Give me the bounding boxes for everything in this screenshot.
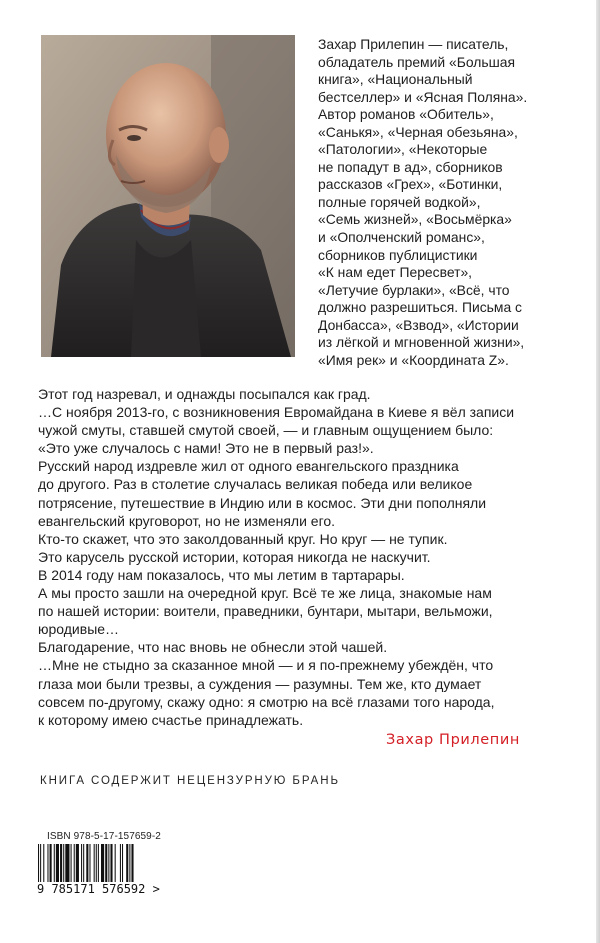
- text-line: Кто-то скажет, что это заколдованный круг. Но круг — не тупик.: [38, 530, 448, 547]
- author-signature: Захар Прилепин: [386, 732, 520, 748]
- text-line: к которому имею счастье принадлежать.: [38, 711, 304, 728]
- text-line: …С ноября 2013-го, с возникновения Евромайдана в Киеве я вёл записи: [38, 404, 515, 421]
- text-line: Этот год назревал, и однажды посыпался как град.: [38, 386, 371, 402]
- bio-line: не попадут в ад», сборников: [318, 158, 503, 175]
- bio-line: «Семь жизней», «Восьмёрка»: [318, 211, 512, 228]
- text-line: В 2014 году нам показалось, что мы летим в тартарары.: [38, 566, 405, 583]
- text-line: до другого. Раз в столетие случалась великая победа или великое: [38, 476, 473, 493]
- text-line: Это карусель русской истории, которая никогда не наскучит.: [38, 548, 431, 565]
- bio-line: и «Ополченский романс»,: [318, 229, 485, 246]
- bio-line: бестселлер» и «Ясная Поляна».: [318, 88, 528, 105]
- bio-line: сборников публицистики: [318, 246, 478, 263]
- isbn-number: ISBN 978-5-17-157659-2: [47, 831, 161, 842]
- text-line: Русский народ издревле жил от одного евангельского праздника: [38, 458, 459, 475]
- page-edge: [596, 0, 600, 943]
- text-line: совсем по-другому, скажу одно: я смотрю на всё глазами того народа,: [38, 693, 495, 710]
- bio-line: «Санькя», «Черная обезьяна»,: [318, 123, 518, 140]
- bio-line: должно разрешиться. Письма с: [318, 299, 522, 316]
- bio-line: «Имя рек» и «Координата Z».: [318, 351, 509, 368]
- bio-line: обладатель премий «Большая: [318, 53, 515, 70]
- barcode-digits-text: 9 785171 576592 >: [37, 882, 160, 896]
- barcode-digits: [36, 882, 161, 896]
- text-line: «Это уже случалось с нами! Это не в первый раз!».: [38, 440, 374, 457]
- text-line: по нашей истории: воители, праведники, бунтари, мытари, вельможи,: [38, 603, 493, 620]
- text-line: глаза мои были трезвы, а суждения — разумны. Тем же, кто думает: [38, 675, 482, 692]
- text-line: чужой смуты, ставшей смутой своей, — и главным ощущением было:: [38, 422, 494, 439]
- content-warning: КНИГА СОДЕРЖИТ НЕЦЕНЗУРНУЮ БРАНЬ: [40, 775, 340, 787]
- bio-line: книга», «Национальный: [318, 71, 473, 88]
- bio-line: Автор романов «Обитель»,: [318, 106, 494, 123]
- text-line: потрясение, путешествие в Индию или в космос. Эти дни пополняли: [38, 494, 487, 511]
- bio-line: полные горячей водкой»,: [318, 193, 481, 210]
- bio-line: из лёгкой и мгновенной жизни»,: [318, 334, 525, 351]
- barcode-image: [36, 844, 176, 914]
- bio-line: «К нам едет Пересвет»,: [318, 264, 473, 281]
- author-photo: [41, 35, 295, 357]
- bio-line: рассказов «Грех», «Ботинки,: [318, 176, 503, 193]
- author-portrait-image: [41, 35, 295, 357]
- bio-line: «Патологии», «Некоторые: [318, 141, 488, 158]
- bio-line: Захар Прилепин — писатель,: [318, 36, 509, 52]
- text-line: А мы просто зашли на очередной круг. Всё те же лица, знакомые нам: [38, 585, 492, 602]
- bio-line: «Летучие бурлаки», «Всё, что: [318, 281, 510, 298]
- text-line: Благодарение, что нас вновь не обнесли этой чашей.: [38, 639, 388, 656]
- author-bio: [318, 36, 586, 369]
- barcode: [36, 844, 176, 914]
- annotation-text: [38, 385, 566, 729]
- bio-line: Донбасса», «Взвод», «Истории: [318, 316, 519, 333]
- text-line: юродивые…: [38, 621, 120, 638]
- text-line: …Мне не стыдно за сказанное мной — и я по-прежнему убеждён, что: [38, 657, 494, 674]
- text-line: евангельский круговорот, но не изменяли его.: [38, 512, 336, 529]
